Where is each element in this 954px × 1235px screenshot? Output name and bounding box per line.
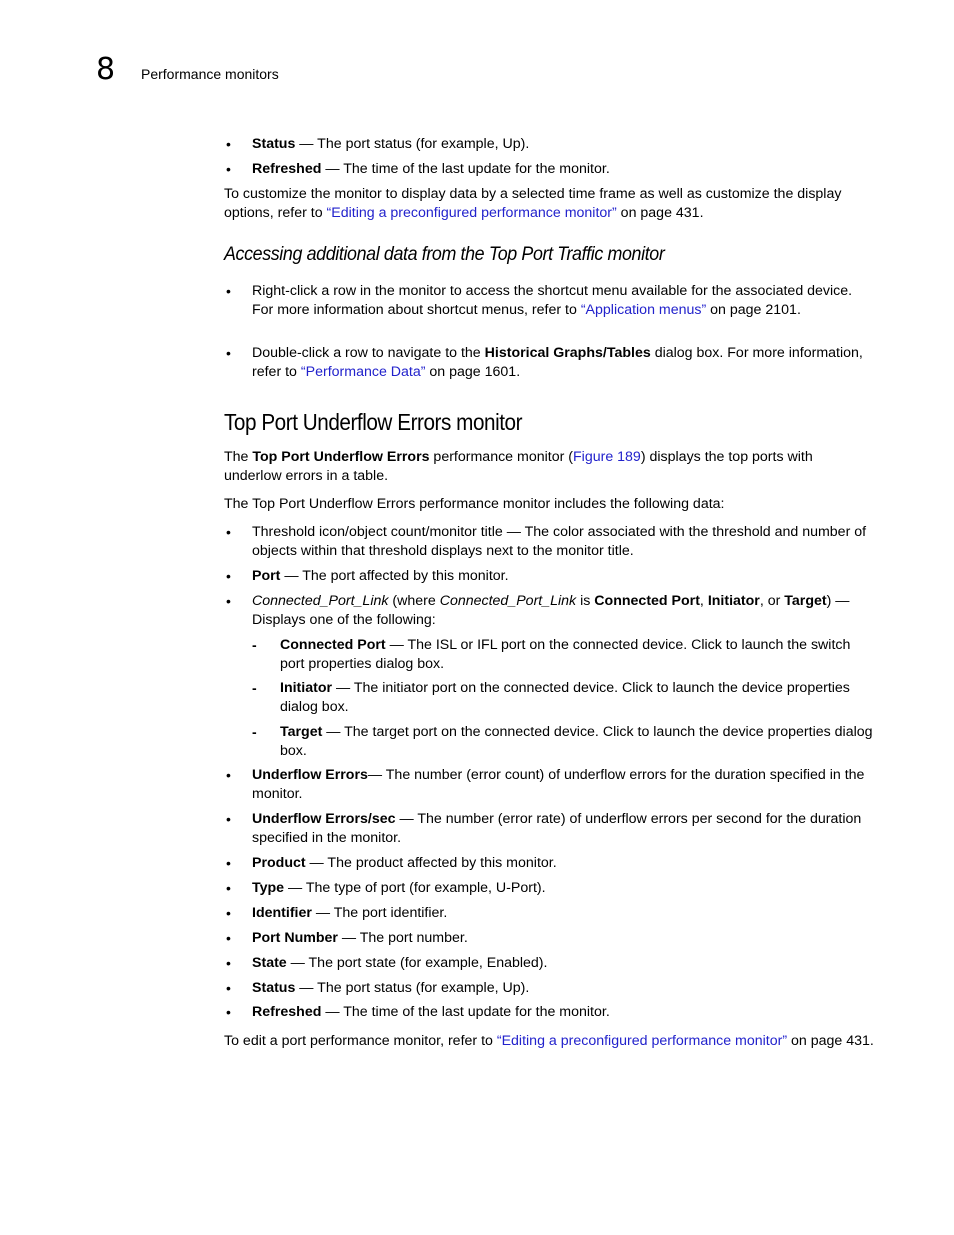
text: Connected_Port_Link <box>252 593 389 609</box>
list-item <box>252 979 874 998</box>
bullet-icon: • <box>226 880 231 896</box>
list-item <box>252 879 874 898</box>
figure-link[interactable]: Figure 189 <box>573 449 641 465</box>
text: , <box>699 593 708 609</box>
bullet-icon: • <box>226 1004 231 1020</box>
bullet-icon: • <box>226 283 231 299</box>
chapter-number: 8 <box>96 52 116 87</box>
text: ) displays the top ports with underlow errors in a table. <box>224 449 813 484</box>
text: Double-click a row to navigate to the <box>252 345 485 361</box>
item-desc: — The port state (for example, Enabled). <box>286 955 548 971</box>
application-menus-link[interactable]: “Application menus” <box>580 302 707 318</box>
list-item <box>252 954 874 973</box>
item-desc: — The ISL or IFL port on the connected device. Click to launch the switch port properties dialog box. <box>280 637 851 672</box>
item-term: Status <box>252 980 296 996</box>
includes-paragraph: The Top Port Underflow Errors performance monitor includes the following data: <box>224 496 725 512</box>
edit-paragraph <box>224 1032 874 1051</box>
item-term: Port Number <box>252 930 338 946</box>
bullet-icon: • <box>226 811 231 827</box>
text: To customize the monitor to display data by a selected time frame as well as customize the display options, refer to <box>224 186 842 221</box>
bullet-icon: • <box>226 568 231 584</box>
list-item <box>252 592 874 630</box>
editing-monitor-link[interactable]: “Editing a preconfigured performance monitor” <box>326 205 617 221</box>
text: The <box>224 449 253 465</box>
bullet-icon: • <box>226 767 231 783</box>
list-item <box>252 1003 874 1022</box>
item-term: Refreshed <box>252 1004 322 1020</box>
item-desc: — The number (error count) of underflow errors for the duration specified in the monitor. <box>252 767 865 802</box>
bullet-icon: • <box>226 955 231 971</box>
item-term: Type <box>252 880 285 896</box>
section-heading: Top Port Underflow Errors monitor <box>224 409 523 435</box>
list-item <box>252 810 874 848</box>
text: performance monitor ( <box>429 449 573 465</box>
item-term: Underflow Errors <box>252 767 368 783</box>
dash-icon: - <box>252 680 257 696</box>
item-desc: — The time of the last update for the monitor. <box>321 161 610 177</box>
text: Connected_Port_Link <box>439 593 577 609</box>
bullet-icon: • <box>226 345 231 361</box>
text: on page 1601. <box>425 364 521 380</box>
item-term: Product <box>252 855 306 871</box>
list-item <box>252 282 874 320</box>
list-item <box>252 567 874 586</box>
text: To edit a port performance monitor, refer to <box>224 1033 497 1049</box>
list-item <box>252 135 874 154</box>
list-item <box>252 904 874 923</box>
bullet-icon: • <box>226 136 231 152</box>
text: on page 431. <box>787 1033 874 1049</box>
bullet-icon: • <box>226 930 231 946</box>
list-item: Threshold icon/object count/monitor title — The color associated with the threshold and number of objects within that threshold displays next to the monitor title. <box>252 524 867 559</box>
item-desc: — The port number. <box>337 930 468 946</box>
sub-list-item <box>280 723 874 761</box>
item-desc: — The port affected by this monitor. <box>280 568 509 584</box>
bullet-icon: • <box>226 161 231 177</box>
item-term: Underflow Errors/sec <box>252 811 396 827</box>
item-term: Identifier <box>252 905 312 921</box>
text: , or <box>759 593 785 609</box>
text: on page 431. <box>616 205 704 221</box>
item-term: Historical Graphs/Tables <box>484 345 651 361</box>
performance-data-link[interactable]: “Performance Data” <box>300 364 426 380</box>
item-term: Connected Port <box>594 593 700 609</box>
item-term: Port <box>252 568 281 584</box>
customize-paragraph <box>224 185 874 223</box>
list-item <box>252 929 874 948</box>
bullet-icon: • <box>226 905 231 921</box>
item-term: State <box>252 955 287 971</box>
item-desc: — The initiator port on the connected device. Click to launch the device properties dialog box. <box>280 680 850 715</box>
bullet-icon: • <box>226 524 231 540</box>
list-item <box>252 766 874 804</box>
item-desc: — The target port on the connected device. Click to launch the device properties dialog box. <box>280 724 873 759</box>
text: Right-click a row in the monitor to access the shortcut menu available for the associated device. For more information about shortcut menus, refer to <box>252 283 853 318</box>
item-desc: — The type of port (for example, U-Port). <box>284 880 546 896</box>
text: is <box>576 593 595 609</box>
editing-monitor-link[interactable]: “Editing a preconfigured performance monitor” <box>496 1033 788 1049</box>
item-term: Status <box>252 136 296 152</box>
item-term: Refreshed <box>252 161 322 177</box>
sub-list-item <box>280 636 874 674</box>
text: dialog box. For more information, refer to <box>252 345 863 380</box>
chapter-title: Performance monitors <box>141 66 279 82</box>
dash-icon: - <box>252 724 257 740</box>
list-item <box>252 344 874 382</box>
item-term: Target <box>280 724 323 740</box>
item-term: Target <box>784 593 827 609</box>
item-desc: — The port status (for example, Up). <box>295 136 530 152</box>
list-item <box>252 160 874 179</box>
bullet-icon: • <box>226 855 231 871</box>
dash-icon: - <box>252 637 257 653</box>
text: ) — Displays one of the following: <box>252 593 850 628</box>
bullet-icon: • <box>226 980 231 996</box>
text: on page 2101. <box>706 302 801 318</box>
item-term: Connected Port <box>280 637 386 653</box>
intro-paragraph <box>224 448 874 486</box>
item-desc: — The time of the last update for the monitor. <box>321 1004 610 1020</box>
accessing-data-heading: Accessing additional data from the Top Port Traffic monitor <box>224 244 665 265</box>
item-term: Initiator <box>707 593 760 609</box>
text: (where <box>388 593 440 609</box>
item-desc: — The number (error rate) of underflow errors per second for the duration specified in the monitor. <box>252 811 862 846</box>
item-desc: — The product affected by this monitor. <box>305 855 557 871</box>
item-desc: — The port identifier. <box>311 905 448 921</box>
item-term: Top Port Underflow Errors <box>252 449 430 465</box>
sub-list-item <box>280 679 874 717</box>
list-item <box>252 854 874 873</box>
item-term: Initiator <box>280 680 333 696</box>
bullet-icon: • <box>226 593 231 609</box>
item-desc: — The port status (for example, Up). <box>295 980 530 996</box>
